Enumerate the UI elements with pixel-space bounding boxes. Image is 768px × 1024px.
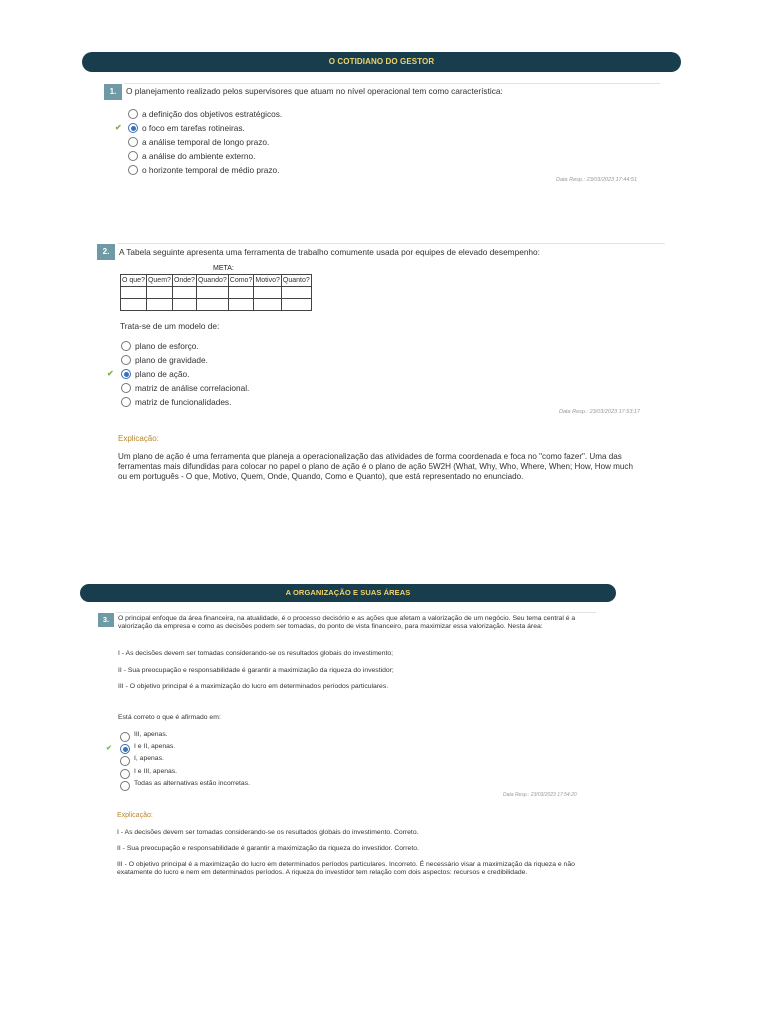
question-text: O planejamento realizado pelos supervisores que atuam no nível operacional tem como característica: [126,86,503,96]
radio-icon[interactable] [121,355,131,365]
radio-icon[interactable] [120,781,130,791]
explanation-title: Explicação: [118,434,159,443]
question-number: 2. [97,244,115,260]
radio-icon[interactable] [120,769,130,779]
radio-icon[interactable] [128,165,138,175]
explanation-text: Um plano de ação é uma ferramenta que planeja a operacionalização das atividades de forma coordenada e foca no "como fazer". Uma das ferramentas mais difundidas para colocar no papel o plano de ação é o plano de ação 5W2H (What, Why, Who, Where, When; How, How much ou em português - O que, Motivo, Quem, Onde, Quando, Como e Quanto), que está representado no enunciado. [118,452,633,481]
option-label: I e III, apenas. [134,768,178,775]
answer-date: Data Resp.: 23/03/2023 17:44:51 [556,177,638,183]
answer-date: Data Resp.: 23/03/2023 17:53:17 [559,409,641,415]
divider [116,612,596,613]
question-prompt: Trata-se de um modelo de: [120,321,220,331]
option-label: I e II, apenas. [134,743,176,750]
divider [124,83,660,84]
action-plan-table [120,274,312,311]
check-icon: ✔ [106,745,112,752]
explanation-title: Explicação: [117,812,153,819]
option-label: o foco em tarefas rotineiras. [142,123,245,133]
divider [117,243,665,244]
option-label: matriz de funcionalidades. [135,397,232,407]
option-label: plano de ação. [135,369,190,379]
option-label: plano de esforço. [135,341,199,351]
radio-icon[interactable] [128,109,138,119]
radio-icon[interactable] [121,341,131,351]
radio-icon[interactable] [121,369,131,379]
radio-icon[interactable] [128,137,138,147]
option-label: a análise temporal de longo prazo. [142,137,270,147]
option-label: a definição dos objetivos estratégicos. [142,109,283,119]
option-label: Todas as alternativas estão incorretas. [134,780,250,787]
radio-icon[interactable] [120,744,130,754]
question-number: 1. [104,84,122,100]
table-header: Quem? [146,275,172,287]
radio-icon[interactable] [120,732,130,742]
option-label: o horizonte temporal de médio prazo. [142,165,280,175]
statement-3: III - O objetivo principal é a maximização do lucro em determinados períodos particulares. [118,683,389,690]
question-text: O principal enfoque da área financeira, na atualidade, é o processo decisório e as ações que afetam a valorização de um negócio. Seu tema central é a valorização da empresa e como as decisões podem ser tomadas, do ponto de vista financeiro, para maximizar essa valorização. Nesta área: [118,615,576,630]
table-header: Quando? [196,275,228,287]
statement-1: I - As decisões devem ser tomadas considerando-se os resultados globais do investimento; [118,650,394,657]
table-title: META: [213,265,234,272]
statement-2: II - Sua preocupação e responsabilidade é garantir a maximização da riqueza do investidor; [118,667,394,674]
section-banner-organizacao: A ORGANIZAÇÃO E SUAS ÁREAS [80,584,616,602]
radio-icon[interactable] [128,123,138,133]
question-text: A Tabela seguinte apresenta uma ferramenta de trabalho comumente usada por equipes de elevado desempenho: [119,247,540,257]
check-icon: ✔ [115,123,122,132]
question-prompt: Está correto o que é afirmado em: [118,714,221,721]
explanation-line-1: I - As decisões devem ser tomadas considerando-se os resultados globais do investimento. Correto. [117,829,419,836]
option-label: III, apenas. [134,731,168,738]
question-number: 3. [98,613,114,627]
explanation-line-3: III - O objetivo principal é a maximização do lucro em determinados períodos particulares. Incorreto. É necessário visar a maximização da riqueza e não exatamente do lucro e nem em determinados períodos. A riqueza do investidor tem relação com dois aspectos: recursos e credibilidade. [117,861,575,876]
check-icon: ✔ [107,369,114,378]
radio-icon[interactable] [120,756,130,766]
radio-icon[interactable] [121,383,131,393]
option-label: plano de gravidade. [135,355,208,365]
answer-date: Data Resp.: 23/03/2023 17:54:20 [503,792,577,798]
table-header: Motivo? [254,275,282,287]
option-label: matriz de análise correlacional. [135,383,250,393]
option-label: a análise do ambiente externo. [142,151,256,161]
table-header: Quanto? [281,275,311,287]
radio-icon[interactable] [128,151,138,161]
explanation-line-2: II - Sua preocupação e responsabilidade é garantir a maximização da riqueza do investidor. Correto. [117,845,419,852]
section-banner-cotidiano: O COTIDIANO DO GESTOR [82,52,681,72]
table-header: O que? [121,275,147,287]
radio-icon[interactable] [121,397,131,407]
option-label: I, apenas. [134,755,164,762]
table-header: Onde? [172,275,196,287]
table-header: Como? [228,275,254,287]
